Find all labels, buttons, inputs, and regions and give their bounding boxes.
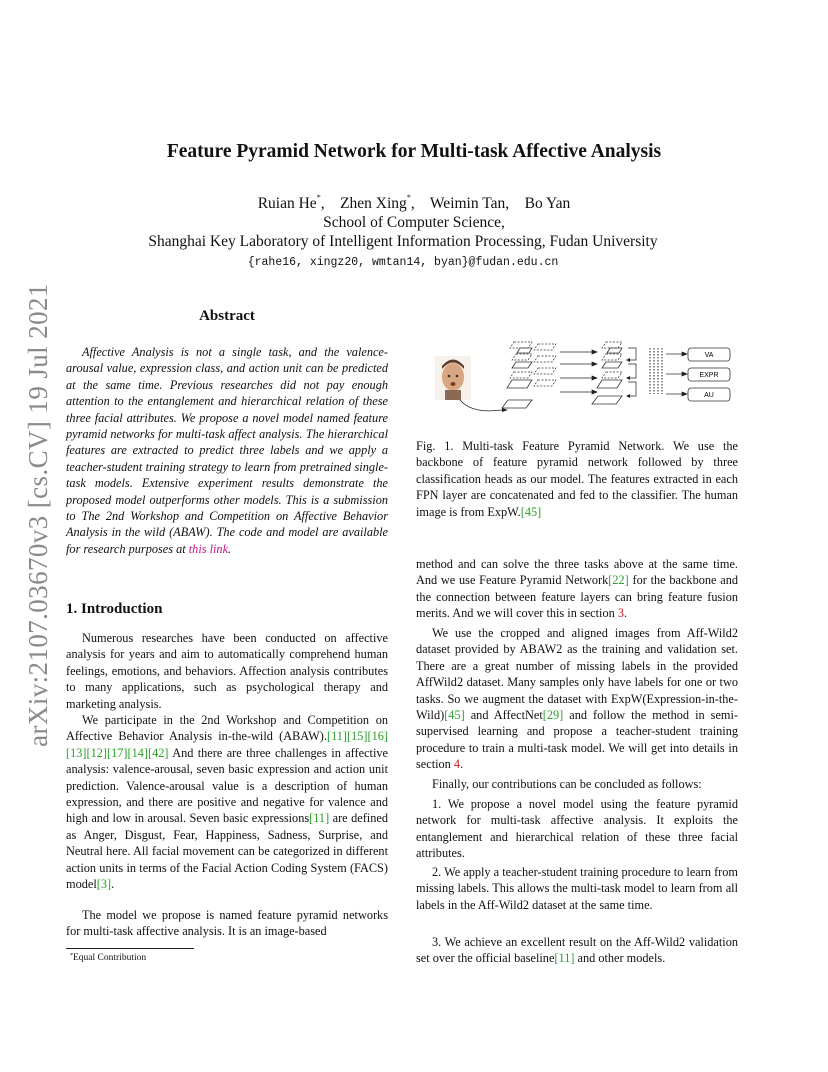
author-name: Zhen Xing — [340, 195, 407, 212]
intro-paragraph-2: We participate in the 2nd Workshop and Competition on Affective Behavior Analysis in-the-wild (ABAW).[11][15][16][13][12][17][14][42] And there are three challenges in affective analysis: valence-arousal, seven basic expression and action unit prediction. Valence-arousal value is a description of human expression, and there are positive and negative for valence and high and low in arousal. Seven basic expressions[11] are defined as Anger, Disgust, Fear, Happiness, Sadness, Surprise, and Neutral here. All facial movement can be categorized in different action units in terms of the Facial Action Coding System (FACS) model[3]. — [66, 713, 388, 892]
author-mark: * — [316, 193, 321, 202]
citation-link[interactable]: [17] — [107, 745, 128, 760]
contribution-3: 3. We achieve an excellent result on the Aff-Wild2 validation set over the official baseline[11] and other models. — [416, 935, 738, 966]
svg-text:VA: VA — [704, 352, 714, 359]
author-emails: {rahe16, xingz20, wmtan14, byan}@fudan.edu.cn — [247, 256, 559, 269]
citation-link[interactable]: [11] — [309, 811, 330, 826]
output-va-box — [688, 348, 730, 361]
paper-title: Feature Pyramid Network for Multi-task Affective Analysis — [166, 141, 662, 162]
intro-paragraph-1: Numerous researches have been conducted on affective analysis for years and aim to automatically comprehend human feelings, emotions, and behaviors. Affection analysis contributes to many applications, such as psychological therapy and marketing analysis. — [66, 631, 388, 711]
abstract-body: Affective Analysis is not a single task, and the valence-arousal value, expression class, and action unit can be predicted at the same time. Previous researches did not pay enough attention to the entanglement and hierarchical relation of these three facial attributes. We propose a novel model named feature pyramid networks for multi-task affect analysis. The hierarchical features are extracted to predict three labels and we apply a teacher-student training strategy to learn from pretrained single-task models. Extensive experiment results demonstrate the proposed model outperforms other models. This is a submission to The 2nd Workshop and Competition on Affective Behavior Analysis in the wild (ABAW). The code and model are available for research purposes at this link. — [66, 345, 388, 556]
author-list: Ruian He*, Zhen Xing*, Weimin Tan, Bo Yan — [257, 193, 571, 212]
citation-link[interactable]: [16] — [367, 729, 388, 744]
section-heading-introduction: 1. Introduction — [66, 601, 163, 617]
affiliation-lab: Shanghai Key Laboratory of Intelligent Information Processing, Fudan University — [148, 233, 658, 250]
right-paragraph-3: Finally, our contributions can be concluded as follows: — [432, 777, 702, 791]
section-ref-link[interactable]: 3 — [617, 606, 624, 621]
right-paragraph-2: We use the cropped and aligned images from Aff-Wild2 dataset provided by ABAW2 as the training and validation set. There are a great number of missing labels in the provided AffWild2 dataset. Many samples only have labels for one or two tasks. So we augment the dataset with ExpW(Expression-in-the-Wild)[45] and AffectNet[29] and follow the method in semi-supervised learning and propose a teacher-student training procedure to train a multi-task model. We will get into details in section 4. — [416, 626, 738, 772]
code-link[interactable]: this link — [188, 541, 229, 556]
intro-paragraph-3: The model we propose is named feature pyramid networks for multi-task affective analysis. It is an image-based — [66, 908, 388, 939]
output-expr-box — [688, 368, 730, 381]
citation-link[interactable]: [42] — [148, 745, 169, 760]
contribution-2: 2. We apply a teacher-student training procedure to learn from missing labels. This allows the multi-task model to learn from all labels in the Aff-Wild2 dataset at the same time. — [416, 865, 738, 912]
output-au-box — [688, 388, 730, 401]
top-down-layers — [592, 348, 622, 404]
author-mark: * — [406, 193, 411, 202]
citation-link[interactable]: [11] — [326, 729, 347, 744]
citation-link[interactable]: [45] — [520, 504, 542, 519]
citation-link[interactable]: [14] — [127, 745, 148, 760]
citation-link[interactable]: [15] — [347, 729, 368, 744]
footnote-rule — [66, 948, 194, 949]
abstract-text: Affective Analysis is not a single task, and the valence-arousal value, expression class, and action unit can be predicted at the same time. Previous researches did not pay enough attention to the entanglement and hierarchical relation of these three facial attributes. We propose a novel model named feature pyramid networks for multi-task affect analysis. The hierarchical features are extracted to predict three labels and we apply a teacher-student training strategy to learn from pretrained single-task models. Extensive experiment results demonstrate the proposed model outperforms other models. This is a submission to The 2nd Workshop and Competition on Affective Behavior Analysis in the wild (ABAW). The code and model are available for research purposes at — [66, 345, 388, 556]
head-arrows — [666, 352, 687, 396]
top-down-arrows — [628, 348, 636, 396]
author-name: Weimin Tan — [429, 195, 506, 212]
input-arrow — [460, 400, 502, 411]
author-name: Bo Yan — [524, 195, 571, 212]
concat-bars — [650, 348, 662, 394]
citation-link[interactable]: [45] — [444, 708, 465, 723]
figure-fpn-diagram — [432, 336, 742, 428]
face-photo — [435, 356, 471, 400]
contribution-1: 1. We propose a novel model using the feature pyramid network for multi-task affective analysis. It exploits the entanglement and hierarchical relation of these three facial attributes. — [416, 797, 738, 861]
abstract-heading: Abstract — [199, 308, 255, 324]
footnote: *Equal Contribution — [70, 953, 147, 963]
citation-link[interactable]: [12] — [86, 745, 107, 760]
citation-link[interactable]: [3] — [96, 877, 112, 892]
feature-stack — [534, 344, 556, 386]
affiliation-school: School of Computer Science, — [323, 214, 505, 231]
citation-link[interactable]: [11] — [554, 951, 575, 966]
svg-text:EXPR: EXPR — [699, 372, 719, 379]
citation-link[interactable]: [29] — [542, 708, 564, 723]
figure-caption: Fig. 1. Multi-task Feature Pyramid Network. We use the backbone of feature pyramid network followed by three classification heads as our model. The features extracted in each FPN layer are concatenated and fed to the classifier. The human image is from ExpW.[45] — [416, 439, 738, 519]
section-ref-link[interactable]: 4 — [453, 757, 461, 772]
lateral-arrows — [560, 350, 597, 394]
citation-link[interactable]: [22] — [608, 573, 629, 588]
author-name: Ruian He — [257, 195, 317, 212]
citation-link[interactable]: [13] — [66, 745, 87, 760]
svg-text:AU: AU — [704, 392, 714, 399]
arxiv-stamp: arXiv:2107.03670v3 [cs.CV] 19 Jul 2021 — [23, 283, 53, 747]
right-paragraph-1: method and can solve the three tasks above at the same time. And we use Feature Pyramid Network[22] for the backbone and the connection between feature layers can bring feature fusion merits. And we will cover this in section 3. — [416, 557, 738, 621]
